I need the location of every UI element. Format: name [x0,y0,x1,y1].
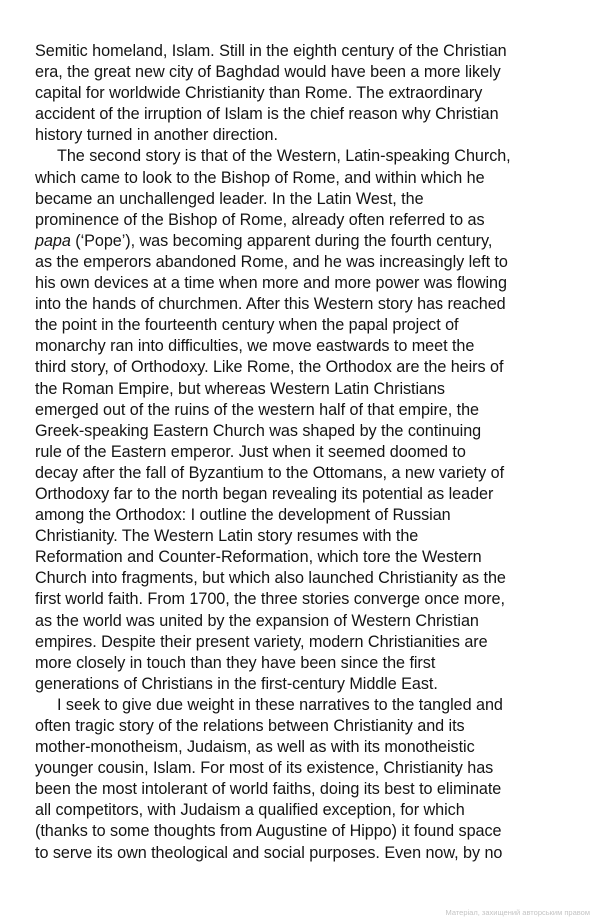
text-line [35,484,570,505]
text-run: empires. Despite their present variety, modern Christianities are [35,632,488,651]
text-line [35,400,570,421]
text-run: emerged out of the ruins of the western half of that empire, the [35,400,480,419]
text-run: generations of Christians in the first-century Middle East. [35,674,438,693]
text-line [35,231,570,252]
text-run: capital for worldwide Christianity than Rome. The extraordinary [35,84,483,103]
text-line [35,273,570,294]
text-run: as the world was united by the expansion of Western Christian [35,611,479,630]
text-run: which came to look to the Bishop of Rome, and within which he [35,168,485,187]
text-line [35,568,570,589]
text-run: to serve its own theological and social purposes. Even now, by no [35,843,503,862]
text-run: era, the great new city of Baghdad would have been a more likely [35,63,501,82]
text-line [35,674,570,695]
text-run: Greek-speaking Eastern Church was shaped by the continuing [35,421,482,440]
text-run: became an unchallenged leader. In the Latin West, the [35,189,424,208]
text-line [35,146,570,167]
text-line [35,737,570,758]
text-line [35,589,570,610]
text-line [35,695,570,716]
text-line [35,505,570,526]
text-run: Church into fragments, but which also launched Christianity as the [35,569,506,588]
text-line [35,800,570,821]
text-run: the point in the fourteenth century when the papal project of [35,316,459,335]
text-run: rule of the Eastern emperor. Just when it seemed doomed to [35,442,466,461]
text-run: younger cousin, Islam. For most of its existence, Christianity has [35,759,494,778]
paragraph [35,146,570,694]
text-line [35,632,570,653]
text-run: (thanks to some thoughts from Augustine of Hippo) it found space [35,822,502,841]
text-run: prominence of the Bishop of Rome, already often referred to as [35,210,485,229]
text-line [35,611,570,632]
text-run: into the hands of churchmen. After this Western story has reached [35,295,506,314]
text-run: I seek to give due weight in these narratives to the tangled and [57,695,503,714]
text-line [35,442,570,463]
text-run: been the most intolerant of world faiths, doing its best to eliminate [35,780,502,799]
text-run: Semitic homeland, Islam. Still in the eighth century of the Christian [35,42,507,60]
text-line [35,125,570,146]
text-run: monarchy ran into difficulties, we move eastwards to meet the [35,337,475,356]
text-run: decay after the fall of Byzantium to the Ottomans, a new variety of [35,463,505,482]
text-line [35,252,570,273]
text-run: (‘Pope’), was becoming apparent during the fourth century, [70,231,493,250]
text-run: third story, of Orthodoxy. Like Rome, the Orthodox are the heirs of [35,358,504,377]
text-line [35,336,570,357]
text-line [35,62,570,83]
text-run: often tragic story of the relations between Christianity and its [35,717,465,735]
text-line [35,463,570,484]
text-line [35,758,570,779]
text-run: his own devices at a time when more and more power was flowing [35,274,507,293]
text-line [35,315,570,336]
text-line [35,821,570,842]
text-run: Christianity. The Western Latin story resumes with the [35,527,419,546]
text-line [35,653,570,674]
text-line [35,526,570,547]
text-line [35,716,570,737]
text-run: Orthodoxy far to the north began revealing its potential as leader [35,484,494,503]
text-line [35,189,570,210]
text-run: as the emperors abandoned Rome, and he was increasingly left to [35,252,508,271]
text-line [35,843,570,864]
text-line [35,357,570,378]
text-run: all competitors, with Judaism a qualified exception, for which [35,801,465,820]
text-line [35,210,570,231]
text-line [35,547,570,568]
copyright-watermark: Матеріал, захищений авторським правом [445,908,590,917]
text-run: accident of the irruption of Islam is the chief reason why Christian [35,105,499,124]
text-line [35,83,570,104]
text-line [35,168,570,189]
paragraph [35,695,570,864]
text-run: first world faith. From 1700, the three stories converge once more, [35,590,505,609]
text-run: history turned in another direction. [35,126,278,145]
text-run: the Roman Empire, but whereas Western Latin Christians [35,379,445,398]
text-run: among the Orthodox: I outline the development of Russian [35,506,451,525]
text-line [35,421,570,442]
text-line [35,379,570,400]
italic-text: papa [35,231,71,250]
text-run: Reformation and Counter-Reformation, which tore the Western [35,548,482,567]
text-run: mother-monotheism, Judaism, as well as with its monotheistic [35,738,475,757]
text-line [35,779,570,800]
text-line [35,104,570,125]
text-run: The second story is that of the Western, Latin-speaking Church, [57,147,511,166]
text-line [35,41,570,62]
document-page [35,41,570,864]
text-run: more closely in touch than they have been since the first [35,653,436,672]
text-line [35,294,570,315]
paragraph [35,41,570,146]
